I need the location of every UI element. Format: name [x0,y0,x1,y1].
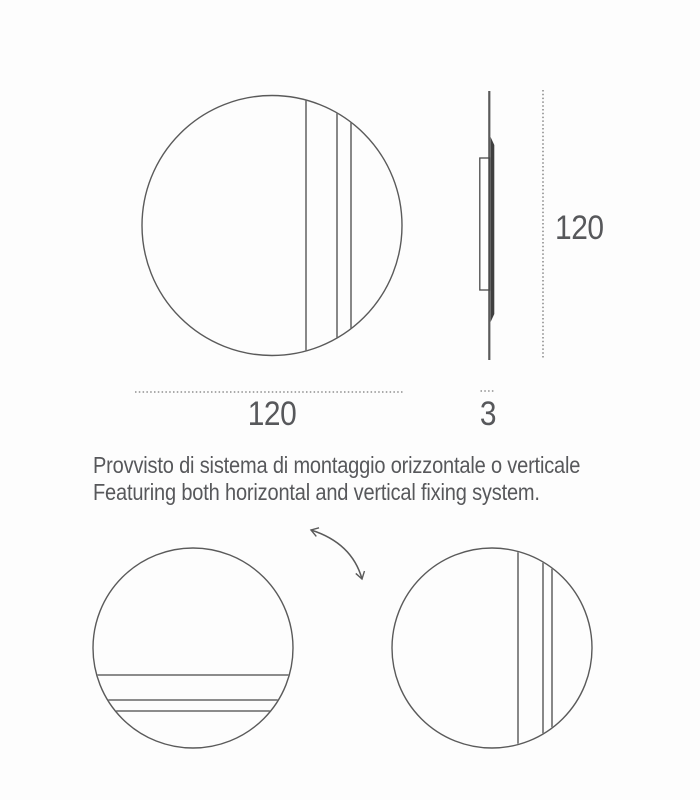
diameter-dim-label: 120 [247,395,297,433]
front-view-circle [142,96,402,356]
height-dim-label: 120 [555,209,604,247]
vertical-view-circle [392,548,592,748]
horizontal-groove-lines [92,675,294,711]
horizontal-view-circle [93,548,293,748]
side-view-panel-bar [491,137,495,322]
vertical-groove-lines [518,547,552,749]
side-view-bracket [480,158,490,290]
caption-line-english: Featuring both horizontal and vertical fixing system. [93,479,540,505]
thickness-dim-label: 3 [479,395,497,433]
caption [93,452,580,506]
rotation-arrow-icon [311,530,362,579]
caption-line-italian: Provvisto di sistema di montaggio orizzontale o verticale [93,452,581,478]
front-view-groove-lines [306,94,351,357]
